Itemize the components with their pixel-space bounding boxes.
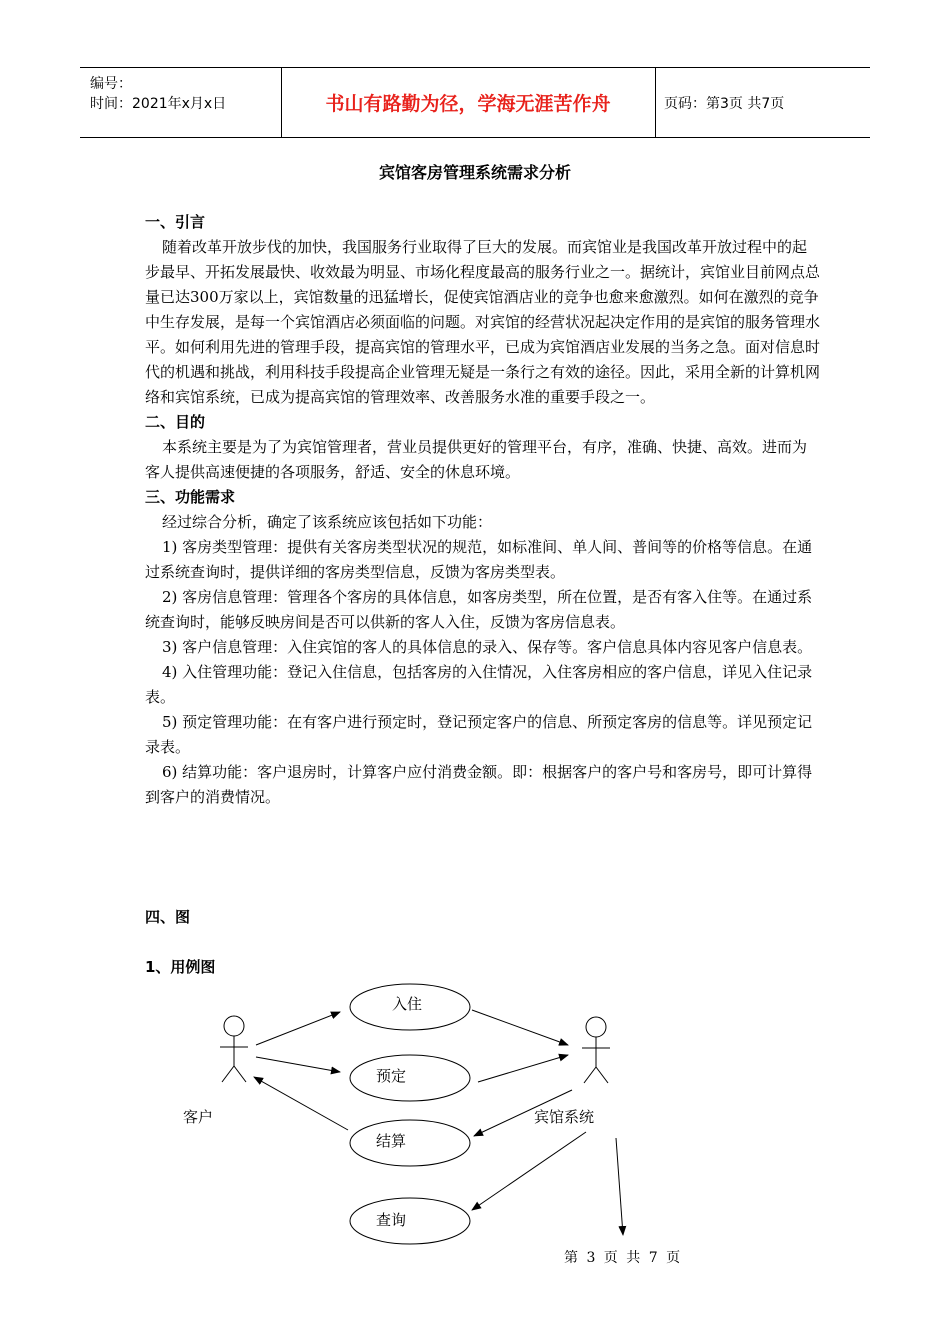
assoc-arrow: [616, 1138, 623, 1235]
requirement-item: 1) 客房类型管理：提供有关客房类型状况的规范，如标准间、单人间、普间等的价格等信息。在通过系统查询时，提供详细的客房类型信息，反馈为客房类型表。: [145, 538, 813, 581]
section-heading: 三、功能需求: [145, 488, 236, 506]
actor-label: 客户: [183, 1108, 214, 1126]
requirement-item: 6) 结算功能：客户退房时，计算客户应付消费金额。即：根据客户的客户号和客房号，即可计算得到客户的消费情况。: [145, 763, 813, 806]
use-case-label: 查询: [376, 1211, 407, 1229]
page-footer: 第 3 页 共 7 页: [564, 1250, 681, 1266]
time-label: 时间：2021年x月x日: [90, 96, 227, 112]
requirement-item: 3) 客户信息管理：入住宾馆的客人的具体信息的录入、保存等。客户信息具体内容见客户信息表。: [162, 638, 813, 656]
use-case-reserve: [350, 1055, 470, 1101]
assoc-arrow: [256, 1057, 340, 1072]
use-case-label: 预定: [376, 1067, 407, 1085]
paragraph: 经过综合分析，确定了该系统应该包括如下功能：: [162, 513, 493, 531]
use-case-label: 结算: [376, 1132, 407, 1150]
number-label: 编号：: [90, 76, 132, 92]
subsection-heading: 1、用例图: [145, 958, 216, 976]
section-heading: 二、目的: [145, 413, 206, 431]
requirement-item: 5) 预定管理功能：在有客户进行预定时，登记预定客户的信息、所预定客房的信息等。详见预定记录表。: [145, 713, 813, 756]
document-title: 宾馆客房管理系统需求分析: [378, 163, 571, 182]
section-heading: 四、图: [145, 908, 191, 926]
requirement-item: 4) 入住管理功能：登记入住信息，包括客房的入住情况，入住客房相应的客户信息，详见入住记录表。: [145, 663, 813, 706]
header-motto: 书山有路勤为径，学海无涯苦作舟: [325, 93, 611, 115]
actor-label: 宾馆系统: [534, 1108, 595, 1126]
paragraph: 随着改革开放步伐的加快，我国服务行业取得了巨大的发展。而宾馆业是我国改革开放过程中的起步最早、开拓发展最快、收效最为明显、市场化程度最高的服务行业之一。据统计，宾馆业目前网点总量已达300万家以上，宾馆数量的迅猛增长，促使宾馆酒店业的竞争也愈来愈激烈。如何在激烈的竞争中生存发展，是每一个宾馆酒店必须面临的问题。对宾馆的经营状况起决定作用的是宾馆的服务管理水平。如何利用先进的管理手段，提高宾馆的管理水平，已成为宾馆酒店业发展的当务之急。面对信息时代的机遇和挑战，利用科技手段提高企业管理无疑是一条行之有效的途径。因此，采用全新的计算机网络和宾馆系统，已成为提高宾馆的管理效率、改善服务水准的重要手段之一。: [145, 238, 821, 406]
use-case-label: 入住: [392, 995, 423, 1013]
hotel-system-actor-icon: [582, 1017, 610, 1083]
assoc-arrow: [254, 1077, 348, 1130]
customer-actor-icon: [220, 1016, 248, 1082]
use-case-query: [350, 1198, 470, 1244]
paragraph: 本系统主要是为了为宾馆管理者，营业员提供更好的管理平台，有序，准确、快捷、高效。进而为客人提供高速便捷的各项服务，舒适、安全的休息环境。: [145, 438, 808, 481]
assoc-arrow: [472, 1132, 586, 1210]
use-case-settle: [350, 1120, 470, 1166]
requirement-item: 2) 客房信息管理：管理各个客房的具体信息，如客房类型，所在位置，是否有客入住等。在通过系统查询时，能够反映房间是否可以供新的客人入住，反馈为客房信息表。: [145, 588, 813, 631]
assoc-arrow: [256, 1012, 340, 1045]
assoc-arrow: [478, 1055, 568, 1082]
assoc-arrow: [472, 1010, 568, 1045]
header-page-info: 页码：第3页 共7页: [664, 95, 785, 112]
section-heading: 一、引言: [145, 213, 206, 231]
